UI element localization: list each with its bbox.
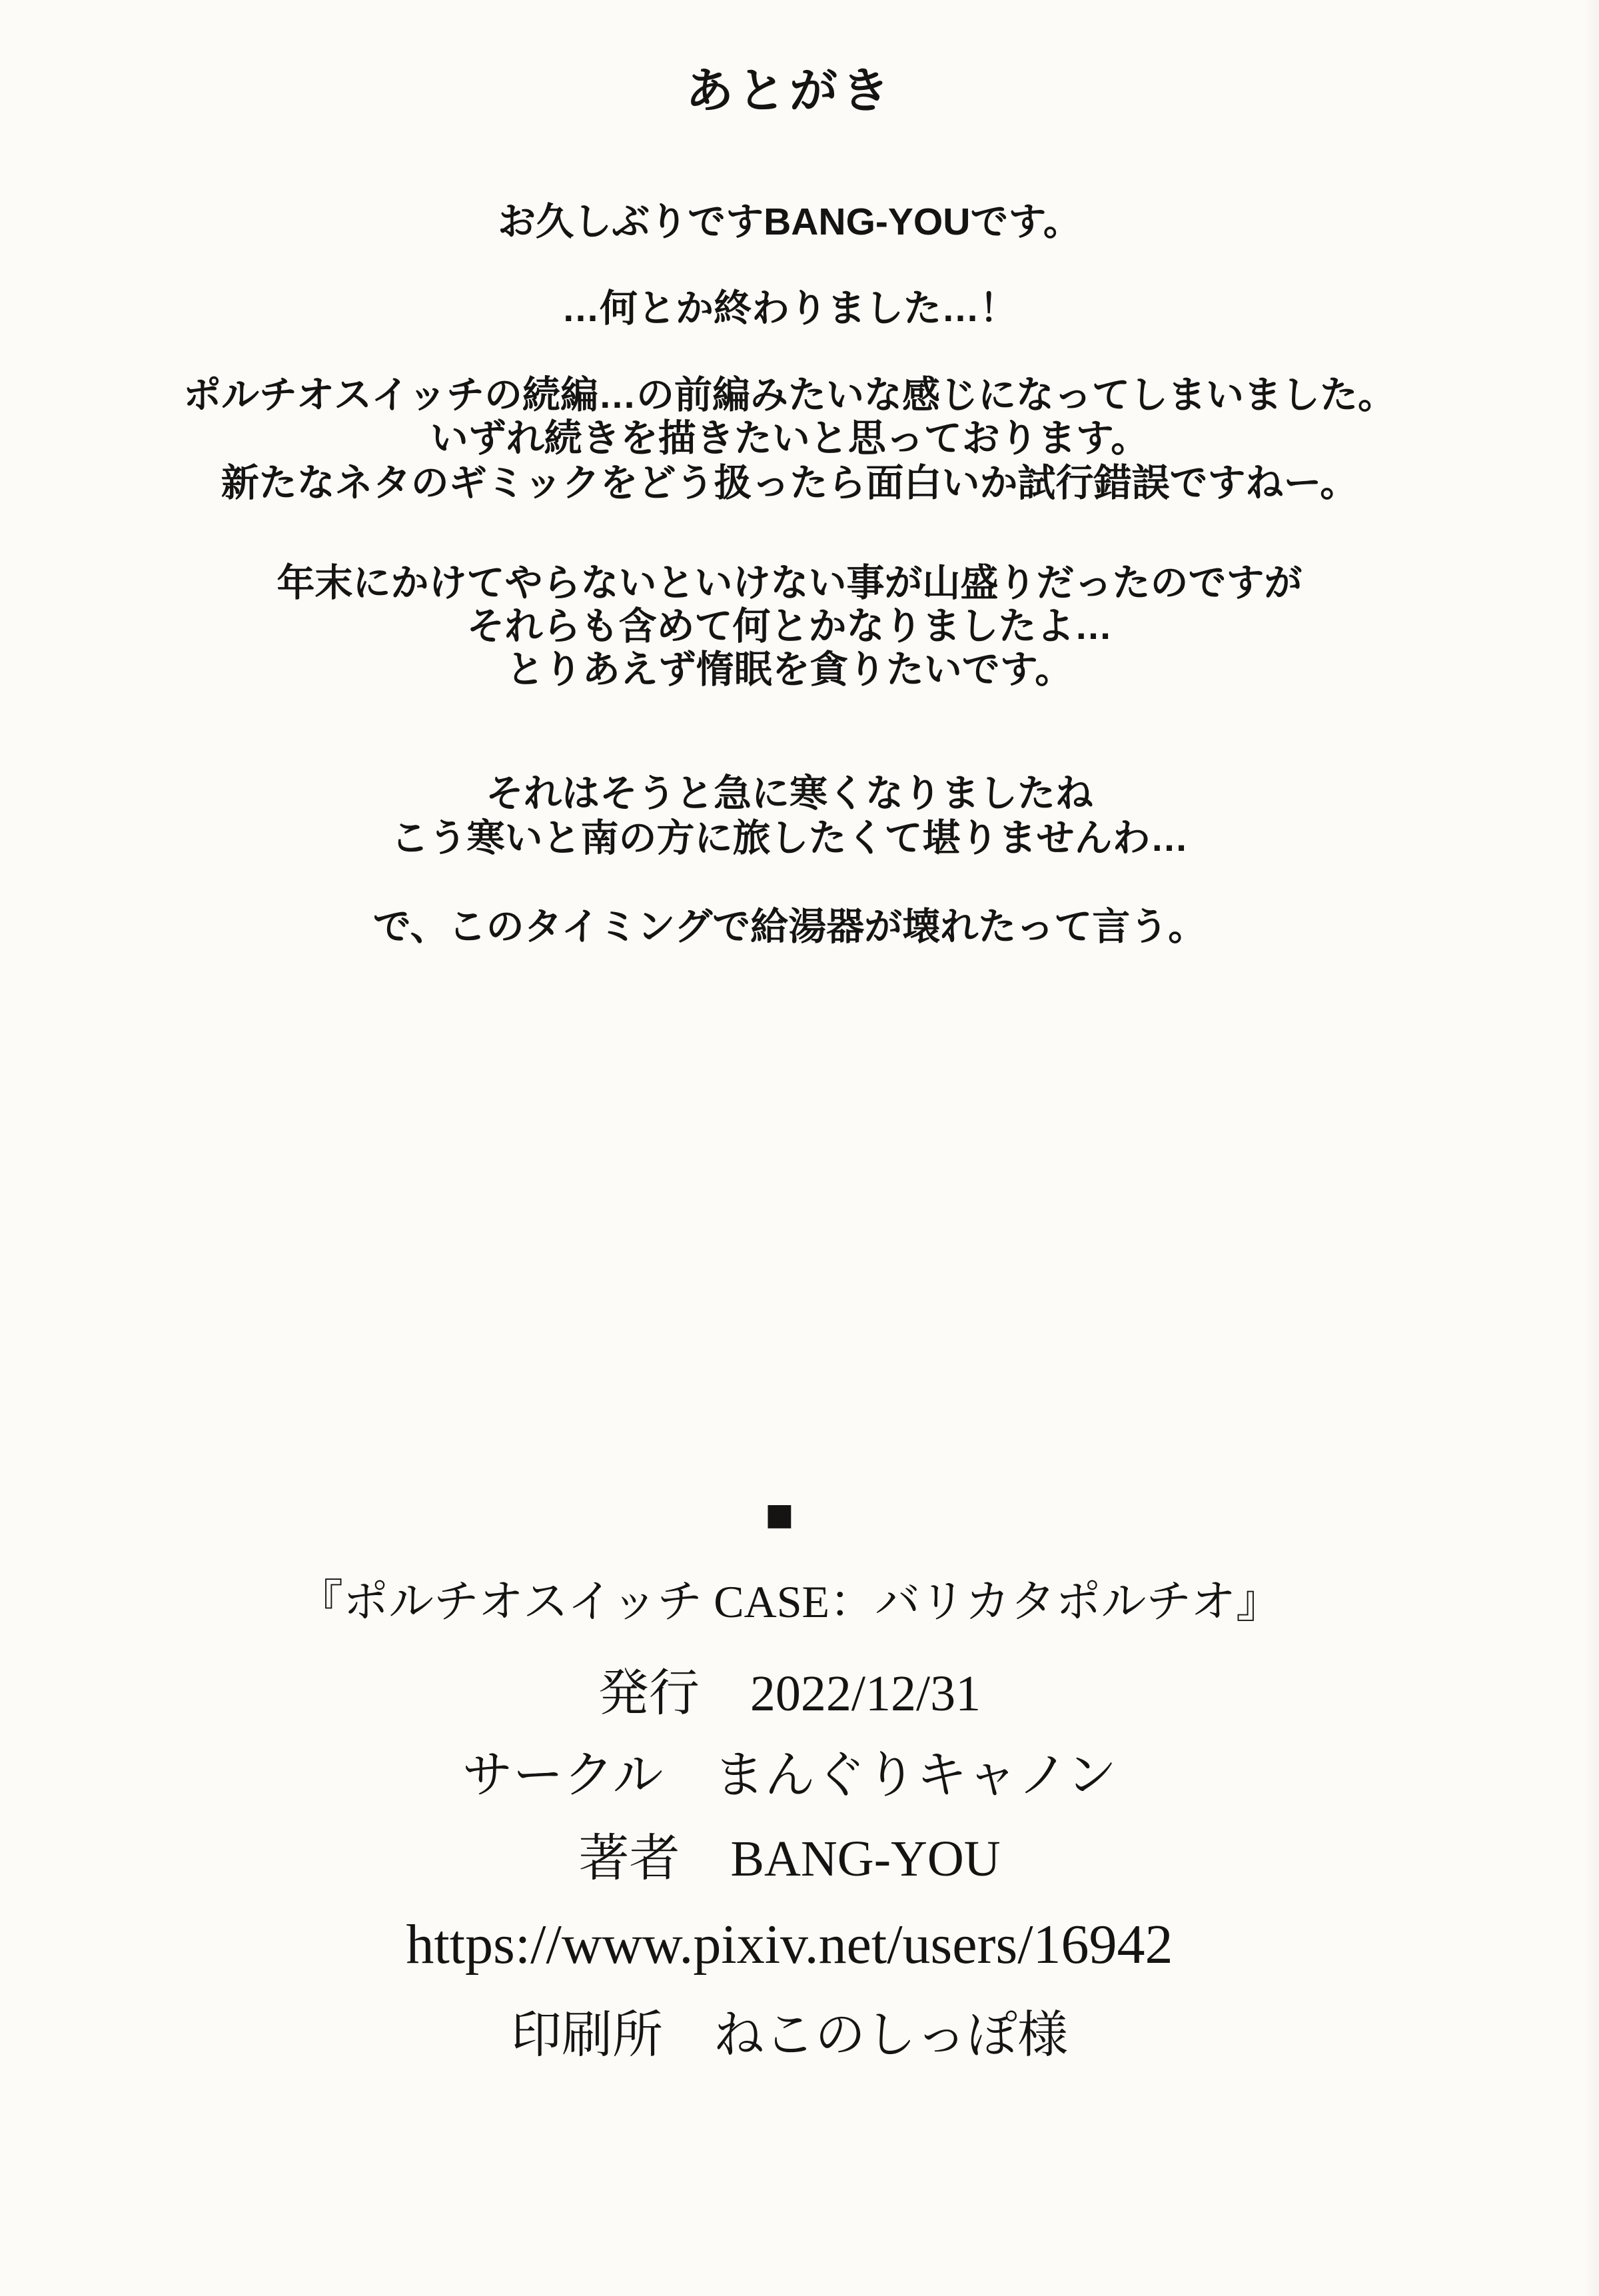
afterword-line: それはそうと急に寒くなりましたね	[486, 772, 1093, 815]
book-title: 『ポルチオスイッチ CASE：バリカタポルチオ』	[297, 1576, 1282, 1627]
colophon-publish-date: 発行 2022/12/31	[598, 1666, 981, 1722]
afterword-line: 新たなネタのギミックをどう扱ったら面白いか試行錯誤ですねー。	[221, 462, 1358, 504]
afterword-line: とりあえず惰眠を貪りたいです。	[506, 648, 1073, 691]
colophon-author-name: 著者 BANG-YOU	[578, 1831, 1001, 1887]
afterword-line: いずれ続きを描きたいと思っております。	[430, 417, 1149, 460]
section-marker-square: ■	[765, 1488, 794, 1542]
afterword-line: お久しぶりですBANG-YOUです。	[498, 201, 1081, 243]
afterword-line: それらも含めて何とかなりましたよ…	[466, 605, 1113, 648]
colophon-printer-name: 印刷所 ねこのしっぽ様	[511, 2008, 1068, 2063]
colophon-circle-name: サークル まんぐりキャノン	[462, 1748, 1117, 1804]
page-title: あとがき	[685, 65, 893, 118]
afterword-line: 年末にかけてやらないといけない事が山盛りだったのですが	[276, 562, 1303, 604]
afterword-line: で、このタイミングで給湯器が壊れたって言う。	[372, 905, 1207, 948]
afterword-line: こう寒いと南の方に旅したくて堪りませんわ…	[390, 817, 1189, 860]
scan-edge-shadow	[1584, 0, 1599, 2296]
afterword-line: …何とか終わりました…！	[562, 287, 1017, 330]
afterword-line: ポルチオスイッチの続編…の前編みたいな感じになってしまいました。	[183, 374, 1396, 416]
colophon-pixiv-url: https://www.pixiv.net/users/16942	[406, 1914, 1173, 1976]
